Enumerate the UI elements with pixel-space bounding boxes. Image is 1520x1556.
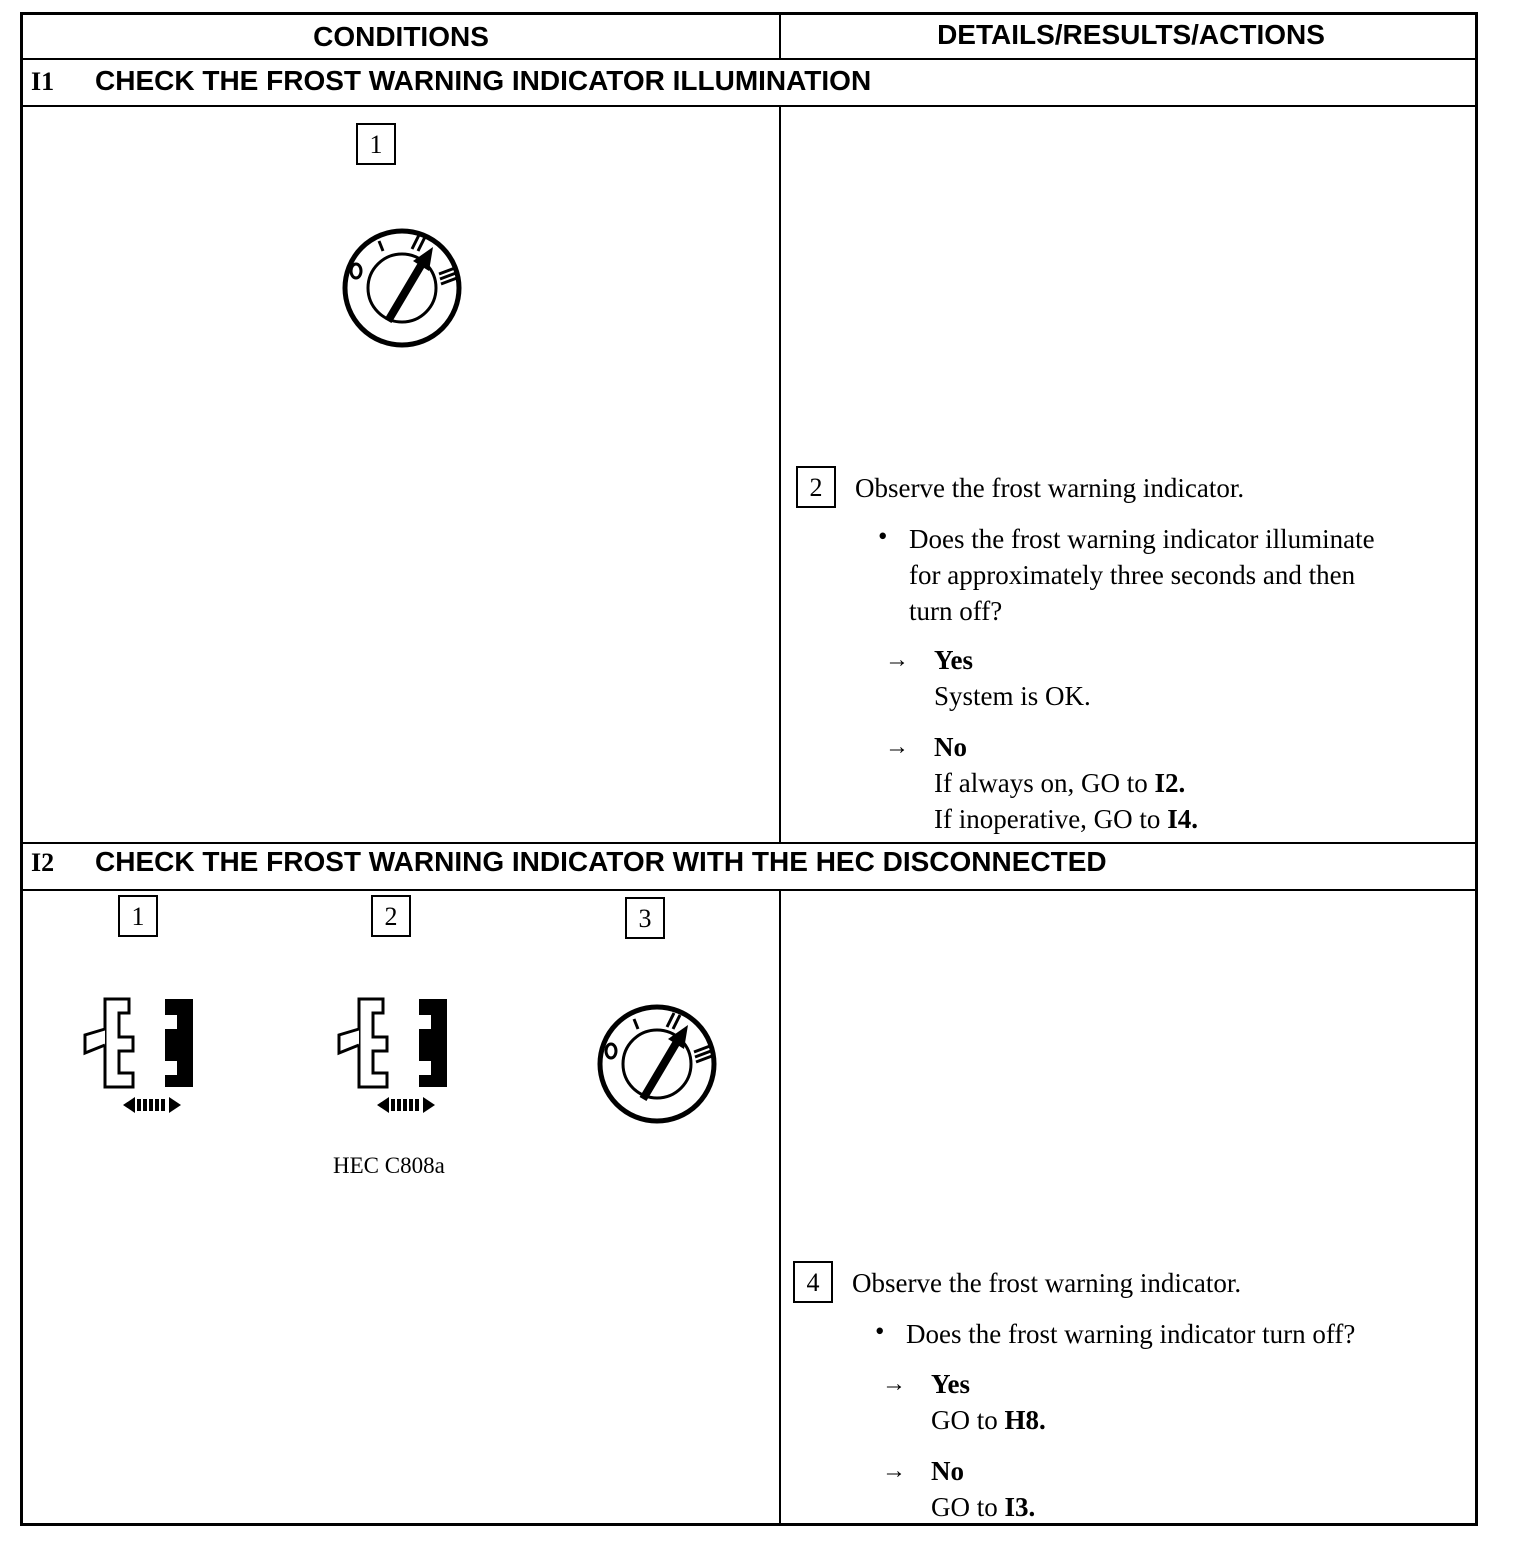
ignition-switch-run-icon — [596, 1007, 720, 1123]
i1-step-1-box: 1 — [356, 123, 396, 165]
conditions-header: CONDITIONS — [313, 21, 489, 52]
i2-section-title — [31, 846, 1107, 878]
i2-code: I2 — [31, 848, 55, 877]
i2-yes-label: Yes — [931, 1369, 970, 1399]
i1-section-title — [31, 65, 871, 97]
i1-title: CHECK THE FROST WARNING INDICATOR ILLUMINATION — [95, 65, 872, 96]
i2-bullet: • — [875, 1316, 885, 1346]
i1-column-divider — [779, 107, 781, 842]
i2-yes-arrow-icon: → — [882, 1371, 906, 1397]
i2-title: CHECK THE FROST WARNING INDICATOR WITH THE HEC DISCONNECTED — [95, 846, 1107, 877]
i1-no-line-2-ref: I4. — [1167, 804, 1198, 834]
i1-title-divider — [23, 105, 1475, 107]
i1-step-2-box: 2 — [796, 466, 836, 508]
i2-step-1-box: 1 — [118, 895, 158, 937]
i2-no-arrow-icon: → — [882, 1458, 906, 1484]
i1-no-line-1-text: If always on, GO to — [934, 768, 1155, 798]
i2-no-prefix: GO to — [931, 1492, 1005, 1522]
i1-no-arrow-icon: → — [885, 734, 909, 760]
i2-no-label: No — [931, 1456, 964, 1486]
details-header: DETAILS/RESULTS/ACTIONS — [937, 19, 1325, 50]
i2-observe-text: Observe the frost warning indicator. — [852, 1268, 1242, 1298]
connector-disconnect-icon — [79, 999, 215, 1127]
i1-code: I1 — [31, 67, 55, 96]
header-divider — [23, 58, 1475, 60]
i1-question-line-2: for approximately three seconds and then — [909, 560, 1356, 590]
ignition-switch-icon — [341, 231, 465, 347]
i1-no-line-1 — [934, 765, 1185, 801]
hec-connector-caption: HEC C808a — [333, 1153, 445, 1178]
i2-no-ref: I3. — [1004, 1492, 1036, 1522]
i2-step-3-box: 3 — [625, 897, 665, 939]
i2-top-divider — [23, 842, 1475, 844]
i2-question: Does the frost warning indicator turn off? — [906, 1319, 1356, 1349]
i1-bullet: • — [878, 521, 888, 551]
hec-connector-icon — [333, 999, 469, 1127]
i2-yes-ref: H8. — [1004, 1405, 1046, 1435]
i1-no-label: No — [934, 732, 967, 762]
i1-no-line-1-ref: I2. — [1154, 768, 1186, 798]
i2-yes-text — [931, 1402, 1046, 1438]
i1-observe-text: Observe the frost warning indicator. — [855, 473, 1245, 503]
i2-title-divider — [23, 889, 1475, 891]
i1-question-line-3: turn off? — [909, 596, 1003, 626]
i2-step-2-box: 2 — [371, 895, 411, 937]
i1-no-line-2 — [934, 801, 1198, 837]
i2-yes-prefix: GO to — [931, 1405, 1005, 1435]
i2-step-4-box: 4 — [793, 1261, 833, 1303]
i1-yes-text: System is OK. — [934, 681, 1091, 711]
diagnostic-table — [20, 12, 1478, 1526]
i1-question-line-1: Does the frost warning indicator illuminate — [909, 524, 1375, 554]
i2-column-divider — [779, 891, 781, 1525]
i2-no-text — [931, 1489, 1035, 1525]
i1-yes-arrow-icon: → — [885, 647, 909, 673]
i1-no-line-2-text: If inoperative, GO to — [934, 804, 1168, 834]
i1-yes-label: Yes — [934, 645, 973, 675]
